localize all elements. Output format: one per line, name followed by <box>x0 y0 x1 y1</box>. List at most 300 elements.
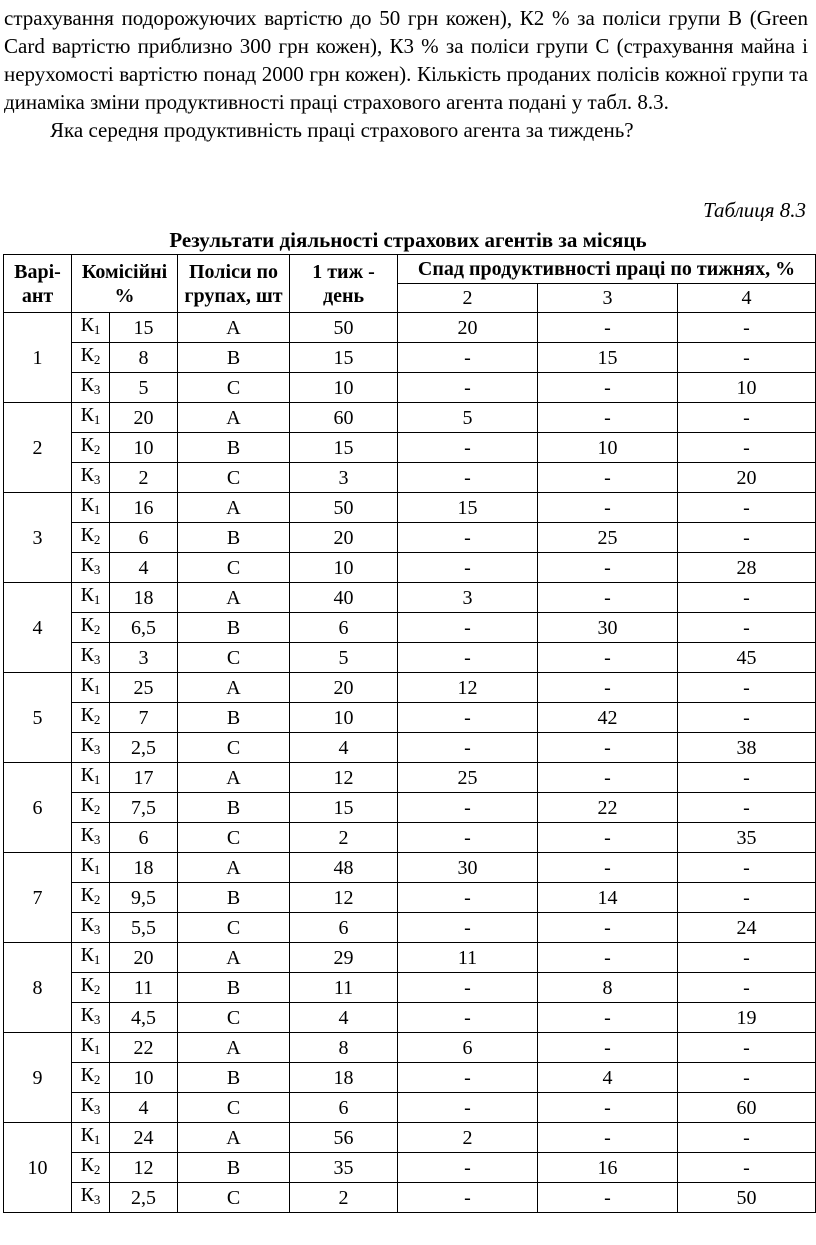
table-row <box>4 1123 816 1153</box>
week2-decline: 12 <box>398 673 538 703</box>
coefficient-index: 2 <box>93 1072 101 1087</box>
coefficient-letter: К <box>80 794 94 816</box>
week1-value: 6 <box>290 913 398 943</box>
week3-decline: - <box>538 823 678 853</box>
policy-group: B <box>178 1153 290 1183</box>
week4-decline: - <box>678 673 816 703</box>
header-week1: 1 тиж - день <box>290 255 398 313</box>
week2-decline: - <box>398 883 538 913</box>
table-row <box>4 1153 816 1183</box>
week3-decline: - <box>538 853 678 883</box>
table-row <box>4 943 816 973</box>
coefficient-index: 1 <box>93 322 101 337</box>
week3-decline: 8 <box>538 973 678 1003</box>
commission-value: 17 <box>110 763 178 793</box>
week4-decline: 45 <box>678 643 816 673</box>
week3-decline: - <box>538 463 678 493</box>
commission-value: 4 <box>110 553 178 583</box>
week1-value: 48 <box>290 853 398 883</box>
coefficient-label <box>72 463 110 493</box>
coefficient-label <box>72 583 110 613</box>
policy-group: B <box>178 613 290 643</box>
header-week2: 2 <box>398 284 538 313</box>
header-policies: Поліси по групах, шт <box>178 255 290 313</box>
coefficient-index: 2 <box>93 532 101 547</box>
variant-number: 1 <box>4 313 72 403</box>
week1-value: 3 <box>290 463 398 493</box>
week2-decline: - <box>398 793 538 823</box>
week4-decline: - <box>678 313 816 343</box>
week4-decline: - <box>678 493 816 523</box>
week3-decline: - <box>538 313 678 343</box>
coefficient-letter: К <box>80 644 94 666</box>
week1-value: 12 <box>290 883 398 913</box>
week4-decline: - <box>678 763 816 793</box>
week2-decline: - <box>398 523 538 553</box>
table-row <box>4 523 816 553</box>
intro-paragraph: страхування подорожуючих вартістю до 50 грн кожен), К2 % за поліси групи В (Green Card вартістю приблизно 300 грн кожен), К3 % за поліси групи С (страхування майна і нерухомості вартістю понад 2000 грн кожен). Кількість проданих полісів кожної групи та динаміка зміни продуктивності праці страхового агента подані у табл. 8.3. <box>4 6 808 114</box>
week3-decline: - <box>538 733 678 763</box>
week3-decline: - <box>538 943 678 973</box>
coefficient-label <box>72 793 110 823</box>
week1-value: 15 <box>290 793 398 823</box>
week1-value: 2 <box>290 1183 398 1213</box>
variant-number: 6 <box>4 763 72 853</box>
commission-value: 7,5 <box>110 793 178 823</box>
policy-group: A <box>178 763 290 793</box>
week2-decline: - <box>398 433 538 463</box>
week4-decline: 24 <box>678 913 816 943</box>
coefficient-letter: К <box>80 824 94 846</box>
coefficient-letter: К <box>80 584 94 606</box>
coefficient-label <box>72 433 110 463</box>
commission-value: 18 <box>110 853 178 883</box>
coefficient-index: 3 <box>93 382 101 397</box>
coefficient-index: 1 <box>93 682 101 697</box>
coefficient-letter: К <box>80 1094 94 1116</box>
policy-group: C <box>178 1003 290 1033</box>
table-row <box>4 793 816 823</box>
coefficient-index: 3 <box>93 652 101 667</box>
commission-value: 11 <box>110 973 178 1003</box>
week2-decline: 30 <box>398 853 538 883</box>
week3-decline: - <box>538 673 678 703</box>
week1-value: 20 <box>290 523 398 553</box>
policy-group: B <box>178 703 290 733</box>
week4-decline: - <box>678 1033 816 1063</box>
week1-value: 4 <box>290 733 398 763</box>
coefficient-letter: К <box>80 374 94 396</box>
policy-group: B <box>178 793 290 823</box>
commission-value: 2 <box>110 463 178 493</box>
coefficient-label <box>72 613 110 643</box>
table-row <box>4 613 816 643</box>
week1-value: 11 <box>290 973 398 1003</box>
week4-decline: 38 <box>678 733 816 763</box>
coefficient-index: 1 <box>93 772 101 787</box>
coefficient-label <box>72 1153 110 1183</box>
table-row <box>4 733 816 763</box>
coefficient-index: 3 <box>93 1012 101 1027</box>
week2-decline: - <box>398 613 538 643</box>
week4-decline: - <box>678 613 816 643</box>
week4-decline: 19 <box>678 1003 816 1033</box>
week3-decline: 15 <box>538 343 678 373</box>
week2-decline: - <box>398 1063 538 1093</box>
policy-group: A <box>178 1123 290 1153</box>
header-week4: 4 <box>678 284 816 313</box>
coefficient-letter: К <box>80 1124 94 1146</box>
question-text: Яка середня продуктивність праці страхового агента за тиждень? <box>50 118 634 142</box>
coefficient-label <box>72 403 110 433</box>
week4-decline: - <box>678 403 816 433</box>
week2-decline: - <box>398 913 538 943</box>
week2-decline: - <box>398 643 538 673</box>
policy-group: A <box>178 313 290 343</box>
policy-group: C <box>178 1093 290 1123</box>
coefficient-letter: К <box>80 554 94 576</box>
policy-group: B <box>178 343 290 373</box>
commission-value: 18 <box>110 583 178 613</box>
coefficient-label <box>72 1093 110 1123</box>
commission-value: 4 <box>110 1093 178 1123</box>
table-caption: Таблиця 8.3 <box>703 198 806 222</box>
week4-decline: - <box>678 853 816 883</box>
week1-value: 12 <box>290 763 398 793</box>
week3-decline: - <box>538 1093 678 1123</box>
coefficient-index: 2 <box>93 982 101 997</box>
week1-value: 5 <box>290 643 398 673</box>
week1-value: 10 <box>290 553 398 583</box>
coefficient-index: 1 <box>93 412 101 427</box>
coefficient-label <box>72 883 110 913</box>
table-row <box>4 853 816 883</box>
commission-value: 20 <box>110 403 178 433</box>
table-row <box>4 373 816 403</box>
coefficient-index: 2 <box>93 802 101 817</box>
table-row <box>4 1033 816 1063</box>
header-decline: Спад продуктивності праці по тижнях, % <box>398 255 816 284</box>
variant-number: 4 <box>4 583 72 673</box>
coefficient-label <box>72 343 110 373</box>
header-week3: 3 <box>538 284 678 313</box>
coefficient-letter: К <box>80 1154 94 1176</box>
coefficient-label <box>72 853 110 883</box>
coefficient-label <box>72 1123 110 1153</box>
policy-group: B <box>178 433 290 463</box>
table-row <box>4 1183 816 1213</box>
coefficient-index: 2 <box>93 352 101 367</box>
week1-value: 40 <box>290 583 398 613</box>
coefficient-letter: К <box>80 944 94 966</box>
table-body <box>4 313 816 1213</box>
week2-decline: - <box>398 1003 538 1033</box>
week3-decline: - <box>538 1123 678 1153</box>
table-row <box>4 1003 816 1033</box>
coefficient-index: 1 <box>93 862 101 877</box>
week2-decline: - <box>398 823 538 853</box>
coefficient-label <box>72 913 110 943</box>
table-row <box>4 913 816 943</box>
coefficient-letter: К <box>80 1004 94 1026</box>
commission-value: 15 <box>110 313 178 343</box>
coefficient-label <box>72 1183 110 1213</box>
week2-decline: 20 <box>398 313 538 343</box>
table-row <box>4 1093 816 1123</box>
commission-value: 9,5 <box>110 883 178 913</box>
table-row <box>4 313 816 343</box>
week2-decline: - <box>398 973 538 1003</box>
week4-decline: 50 <box>678 1183 816 1213</box>
coefficient-index: 1 <box>93 592 101 607</box>
commission-value: 22 <box>110 1033 178 1063</box>
week3-decline: 10 <box>538 433 678 463</box>
week4-decline: - <box>678 943 816 973</box>
commission-value: 5 <box>110 373 178 403</box>
commission-value: 4,5 <box>110 1003 178 1033</box>
week2-decline: - <box>398 703 538 733</box>
week1-value: 2 <box>290 823 398 853</box>
week1-value: 18 <box>290 1063 398 1093</box>
policy-group: A <box>178 493 290 523</box>
table-row <box>4 673 816 703</box>
week3-decline: - <box>538 643 678 673</box>
week4-decline: 20 <box>678 463 816 493</box>
week1-value: 29 <box>290 943 398 973</box>
coefficient-label <box>72 973 110 1003</box>
coefficient-letter: К <box>80 344 94 366</box>
week2-decline: 3 <box>398 583 538 613</box>
coefficient-index: 2 <box>93 892 101 907</box>
commission-value: 10 <box>110 1063 178 1093</box>
coefficient-letter: К <box>80 404 94 426</box>
week2-decline: 25 <box>398 763 538 793</box>
week1-value: 60 <box>290 403 398 433</box>
coefficient-letter: К <box>80 764 94 786</box>
table-row <box>4 553 816 583</box>
week2-decline: - <box>398 343 538 373</box>
week4-decline: - <box>678 883 816 913</box>
coefficient-index: 3 <box>93 922 101 937</box>
coefficient-label <box>72 733 110 763</box>
week2-decline: - <box>398 553 538 583</box>
week4-decline: 35 <box>678 823 816 853</box>
table-row <box>4 1063 816 1093</box>
coefficient-letter: К <box>80 494 94 516</box>
commission-value: 24 <box>110 1123 178 1153</box>
coefficient-label <box>72 1033 110 1063</box>
coefficient-label <box>72 313 110 343</box>
week4-decline: 10 <box>678 373 816 403</box>
coefficient-label <box>72 643 110 673</box>
coefficient-letter: К <box>80 1064 94 1086</box>
week3-decline: 4 <box>538 1063 678 1093</box>
header-variant: Варі-ант <box>4 255 72 313</box>
week4-decline: - <box>678 343 816 373</box>
week4-decline: - <box>678 1153 816 1183</box>
coefficient-letter: К <box>80 974 94 996</box>
policy-group: B <box>178 883 290 913</box>
coefficient-letter: К <box>80 434 94 456</box>
coefficient-index: 3 <box>93 562 101 577</box>
week4-decline: - <box>678 1123 816 1153</box>
header-row <box>4 255 816 284</box>
coefficient-index: 2 <box>93 622 101 637</box>
table-title: Результати діяльності страхових агентів за місяць <box>169 228 647 252</box>
week3-decline: - <box>538 913 678 943</box>
table-row <box>4 433 816 463</box>
week3-decline: 22 <box>538 793 678 823</box>
week1-value: 10 <box>290 373 398 403</box>
week2-decline: 5 <box>398 403 538 433</box>
coefficient-index: 1 <box>93 952 101 967</box>
week3-decline: - <box>538 1183 678 1213</box>
week1-value: 15 <box>290 343 398 373</box>
week3-decline: 14 <box>538 883 678 913</box>
table-row <box>4 883 816 913</box>
coefficient-index: 3 <box>93 742 101 757</box>
coefficient-letter: К <box>80 734 94 756</box>
policy-group: A <box>178 673 290 703</box>
policy-group: C <box>178 643 290 673</box>
week3-decline: 30 <box>538 613 678 643</box>
week2-decline: - <box>398 463 538 493</box>
commission-value: 25 <box>110 673 178 703</box>
week1-value: 6 <box>290 1093 398 1123</box>
week1-value: 6 <box>290 613 398 643</box>
commission-value: 8 <box>110 343 178 373</box>
coefficient-label <box>72 943 110 973</box>
header-commission: Комісійні % <box>72 255 178 313</box>
commission-value: 2,5 <box>110 1183 178 1213</box>
week1-value: 4 <box>290 1003 398 1033</box>
policy-group: A <box>178 853 290 883</box>
week2-decline: - <box>398 1153 538 1183</box>
week2-decline: 15 <box>398 493 538 523</box>
variant-number: 2 <box>4 403 72 493</box>
coefficient-label <box>72 1003 110 1033</box>
week3-decline: 16 <box>538 1153 678 1183</box>
week1-value: 20 <box>290 673 398 703</box>
coefficient-letter: К <box>80 464 94 486</box>
week4-decline: 28 <box>678 553 816 583</box>
commission-value: 16 <box>110 493 178 523</box>
variant-number: 8 <box>4 943 72 1033</box>
week3-decline: - <box>538 1003 678 1033</box>
coefficient-letter: К <box>80 314 94 336</box>
week4-decline: 60 <box>678 1093 816 1123</box>
variant-number: 3 <box>4 493 72 583</box>
coefficient-index: 3 <box>93 832 101 847</box>
week2-decline: 6 <box>398 1033 538 1063</box>
policy-group: C <box>178 733 290 763</box>
policy-group: C <box>178 1183 290 1213</box>
commission-value: 5,5 <box>110 913 178 943</box>
policy-group: A <box>178 943 290 973</box>
coefficient-label <box>72 673 110 703</box>
coefficient-index: 2 <box>93 712 101 727</box>
coefficient-label <box>72 373 110 403</box>
coefficient-letter: К <box>80 914 94 936</box>
week1-value: 35 <box>290 1153 398 1183</box>
commission-value: 20 <box>110 943 178 973</box>
week4-decline: - <box>678 793 816 823</box>
coefficient-label <box>72 1063 110 1093</box>
coefficient-letter: К <box>80 674 94 696</box>
week2-decline: 11 <box>398 943 538 973</box>
policy-group: A <box>178 583 290 613</box>
coefficient-letter: К <box>80 614 94 636</box>
week3-decline: - <box>538 553 678 583</box>
coefficient-letter: К <box>80 704 94 726</box>
commission-value: 7 <box>110 703 178 733</box>
coefficient-index: 3 <box>93 1192 101 1207</box>
week4-decline: - <box>678 1063 816 1093</box>
week3-decline: 42 <box>538 703 678 733</box>
policy-group: B <box>178 523 290 553</box>
commission-value: 2,5 <box>110 733 178 763</box>
week1-value: 50 <box>290 313 398 343</box>
table-row <box>4 343 816 373</box>
coefficient-letter: К <box>80 884 94 906</box>
policy-group: C <box>178 373 290 403</box>
table-row <box>4 763 816 793</box>
variant-number: 10 <box>4 1123 72 1213</box>
week4-decline: - <box>678 703 816 733</box>
commission-value: 12 <box>110 1153 178 1183</box>
variant-number: 7 <box>4 853 72 943</box>
coefficient-letter: К <box>80 524 94 546</box>
policy-group: B <box>178 973 290 1003</box>
variant-number: 9 <box>4 1033 72 1123</box>
week1-value: 10 <box>290 703 398 733</box>
coefficient-index: 1 <box>93 502 101 517</box>
week4-decline: - <box>678 583 816 613</box>
commission-value: 6,5 <box>110 613 178 643</box>
commission-value: 10 <box>110 433 178 463</box>
coefficient-index: 1 <box>93 1042 101 1057</box>
week1-value: 56 <box>290 1123 398 1153</box>
week2-decline: - <box>398 1183 538 1213</box>
commission-value: 6 <box>110 823 178 853</box>
coefficient-index: 3 <box>93 472 101 487</box>
table-row <box>4 583 816 613</box>
coefficient-label <box>72 763 110 793</box>
week3-decline: - <box>538 403 678 433</box>
policy-group: C <box>178 553 290 583</box>
table-row <box>4 493 816 523</box>
policy-group: C <box>178 913 290 943</box>
week3-decline: - <box>538 763 678 793</box>
coefficient-label <box>72 493 110 523</box>
week4-decline: - <box>678 973 816 1003</box>
coefficient-label <box>72 823 110 853</box>
policy-group: A <box>178 1033 290 1063</box>
coefficient-index: 2 <box>93 442 101 457</box>
policy-group: B <box>178 1063 290 1093</box>
week4-decline: - <box>678 523 816 553</box>
table-row <box>4 703 816 733</box>
week3-decline: - <box>538 1033 678 1063</box>
table-row <box>4 643 816 673</box>
commission-value: 3 <box>110 643 178 673</box>
table-row <box>4 973 816 1003</box>
week3-decline: - <box>538 583 678 613</box>
week1-value: 8 <box>290 1033 398 1063</box>
week1-value: 15 <box>290 433 398 463</box>
variant-number: 5 <box>4 673 72 763</box>
coefficient-letter: К <box>80 1034 94 1056</box>
